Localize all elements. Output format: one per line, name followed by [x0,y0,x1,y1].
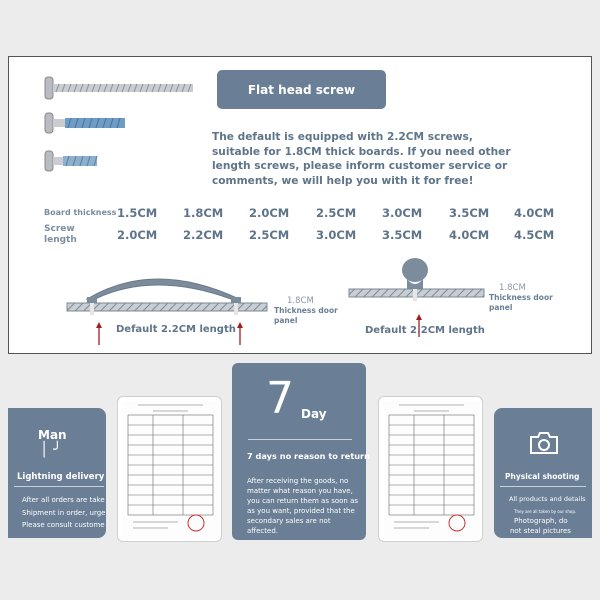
board-thickness-label: Board thickness [44,208,117,217]
bow-handle-diagram [59,267,279,347]
document-icon [118,397,222,542]
seven-day-return-card [232,363,370,540]
screw-images [41,71,201,186]
photo-label: Physical shooting [505,472,580,481]
document-icon [379,397,483,542]
table-cell: 2.2CM [183,228,224,242]
inspection-report-left [117,396,222,542]
table-cell: 4.0CM [514,206,555,220]
seven-text: After receiving the goods, no matter what reason you have, you can return them as soon as as you want, provided that the secondary sales are not affected. [247,477,359,535]
table-cell: 3.0CM [316,228,357,242]
flat-head-screw-badge: Flat head screw [217,70,386,109]
short-screw-icon [45,151,97,171]
screw-length-label: Screw length [44,224,77,245]
physical-shooting-card [494,408,592,538]
right-door-panel-label: Thickness door panel [489,293,553,312]
right-thickness-value: 1.8CM [499,283,526,293]
screw-spec-panel [8,56,592,354]
table-cell: 3.5CM [382,228,423,242]
photo-text-2: They are all taken by our shop. [514,509,577,514]
lightning-glyph: │ ╯ [40,442,62,458]
photo-text-3: Photograph, do [514,517,568,525]
left-door-panel-label: Thickness door panel [274,306,338,325]
divider [500,486,586,487]
table-cell: 2.5CM [249,228,290,242]
table-cell: 3.0CM [382,206,423,220]
table-cell: 2.5CM [316,206,357,220]
seven-subtitle: 7 days no reason to return [247,451,370,461]
lightning-text: After all orders are take Shipment in order, urge Please consult custome [22,496,106,529]
seven-day-label: Day [301,407,327,421]
divider [14,486,104,487]
camera-icon [528,430,560,456]
table-cell: 4.5CM [514,228,555,242]
lightning-title: Man [38,428,67,442]
left-thickness-value: 1.8CM [287,296,314,306]
table-cell: 2.0CM [117,228,158,242]
right-default-length: Default 2.2CM length [365,325,485,336]
inspection-report-right [378,396,483,542]
photo-text-1: All products and details [509,495,586,503]
table-cell: 4.0CM [449,228,490,242]
left-default-length: Default 2.2CM length [116,324,236,335]
blue-screw-icon [45,113,125,133]
table-cell: 3.5CM [449,206,490,220]
screw-description: The default is equipped with 2.2CM screws, suitable for 1.8CM thick boards. If you need other length screws, please inform customer service or comments, we will help you with it for free! [212,131,511,187]
table-cell: 2.0CM [249,206,290,220]
photo-text-4: not steal pictures [510,527,571,535]
lightning-delivery-card [8,408,106,538]
divider [248,439,352,440]
table-cell: 1.8CM [183,206,224,220]
seven-number: 7 [266,373,294,424]
lightning-label: Lightning delivery [17,472,105,482]
table-cell: 1.5CM [117,206,158,220]
long-screw-icon [45,77,193,99]
